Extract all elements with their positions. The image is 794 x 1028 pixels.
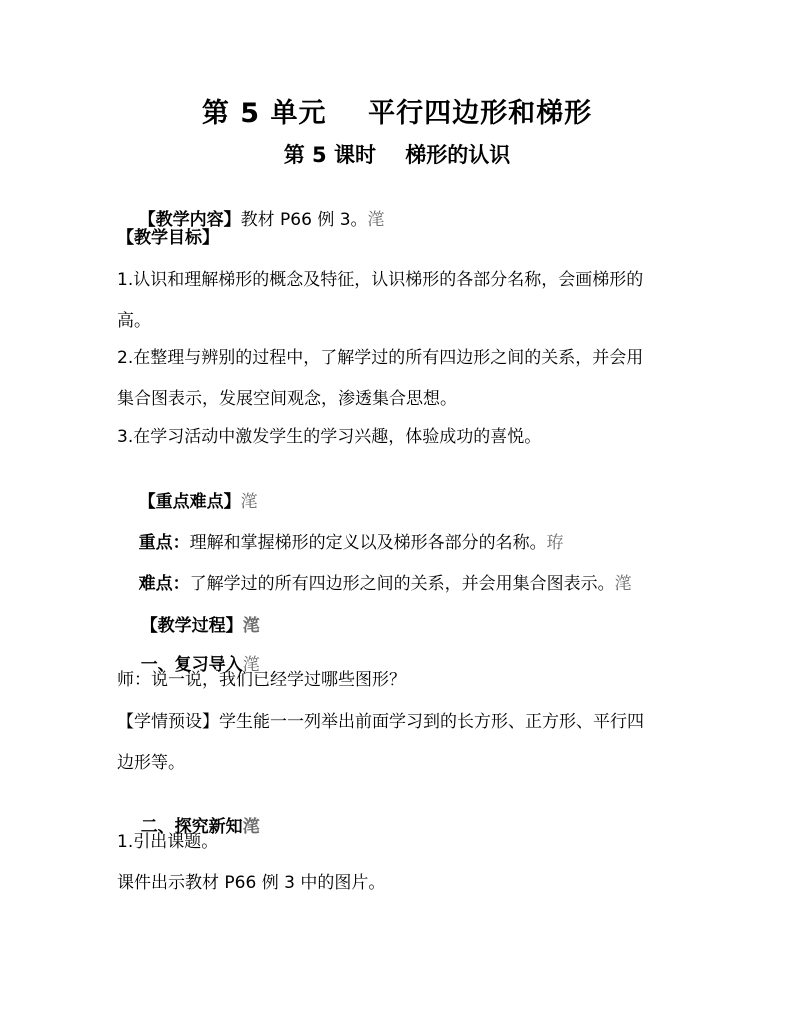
goal-2-line-2: 集合图表示，发展空间观念，渗透集合思想。 bbox=[117, 389, 457, 409]
key-point-label: 重点： bbox=[138, 533, 190, 553]
teaching-process-mark: 滗 bbox=[242, 616, 260, 636]
step-1-detail: 课件出示教材 P66 例 3 中的图片。 bbox=[117, 873, 386, 893]
unit-title: 第 5 单元 平行四边形和梯形 bbox=[201, 98, 593, 129]
difficulty-mark: 滗 bbox=[614, 574, 632, 594]
teaching-process-heading: 【教学过程】 bbox=[140, 616, 243, 636]
goal-1-line-2: 高。 bbox=[117, 311, 151, 331]
goal-2-line-1: 2.在整理与辨别的过程中，了解学过的所有四边形之间的关系，并会用 bbox=[117, 348, 644, 368]
learning-preset-line-2: 边形等。 bbox=[117, 753, 185, 773]
teaching-content-text: 教材 P66 例 3。 bbox=[240, 210, 368, 230]
teacher-question: 师：说一说，我们已经学过哪些图形？ bbox=[117, 670, 406, 690]
part-1-heading: 一、复习导入 bbox=[140, 655, 243, 675]
step-1: 1.引出课题。 bbox=[117, 832, 219, 852]
key-point-mark: 珔 bbox=[546, 533, 564, 553]
teaching-content-heading: 【教学内容】 bbox=[138, 210, 241, 230]
lesson-title: 第 5 课时 梯形的认识 bbox=[283, 143, 511, 167]
part-1-mark: 滗 bbox=[242, 655, 260, 675]
teaching-goals-heading: 【教学目标】 bbox=[117, 228, 219, 248]
difficulty-text: 了解学过的所有四边形之间的关系，并会用集合图表示。 bbox=[189, 574, 615, 594]
key-difficult-heading: 【重点难点】 bbox=[138, 492, 241, 512]
goal-1-line-1: 1.认识和理解梯形的概念及特征，认识梯形的各部分名称，会画梯形的 bbox=[117, 270, 644, 290]
learning-preset-line-1: 【学情预设】学生能一一列举出前面学习到的长方形、正方形、平行四 bbox=[117, 712, 644, 732]
part-2-mark: 滗 bbox=[242, 817, 260, 837]
goal-3: 3.在学习活动中激发学生的学习兴趣，体验成功的喜悦。 bbox=[117, 427, 542, 447]
difficulty-label: 难点： bbox=[138, 574, 190, 594]
key-point-text: 理解和掌握梯形的定义以及梯形各部分的名称。 bbox=[189, 533, 547, 553]
part-2-heading: 二、探究新知 bbox=[140, 817, 243, 837]
key-difficult-mark: 滗 bbox=[240, 492, 258, 512]
teaching-content-mark: 滗 bbox=[367, 210, 385, 230]
